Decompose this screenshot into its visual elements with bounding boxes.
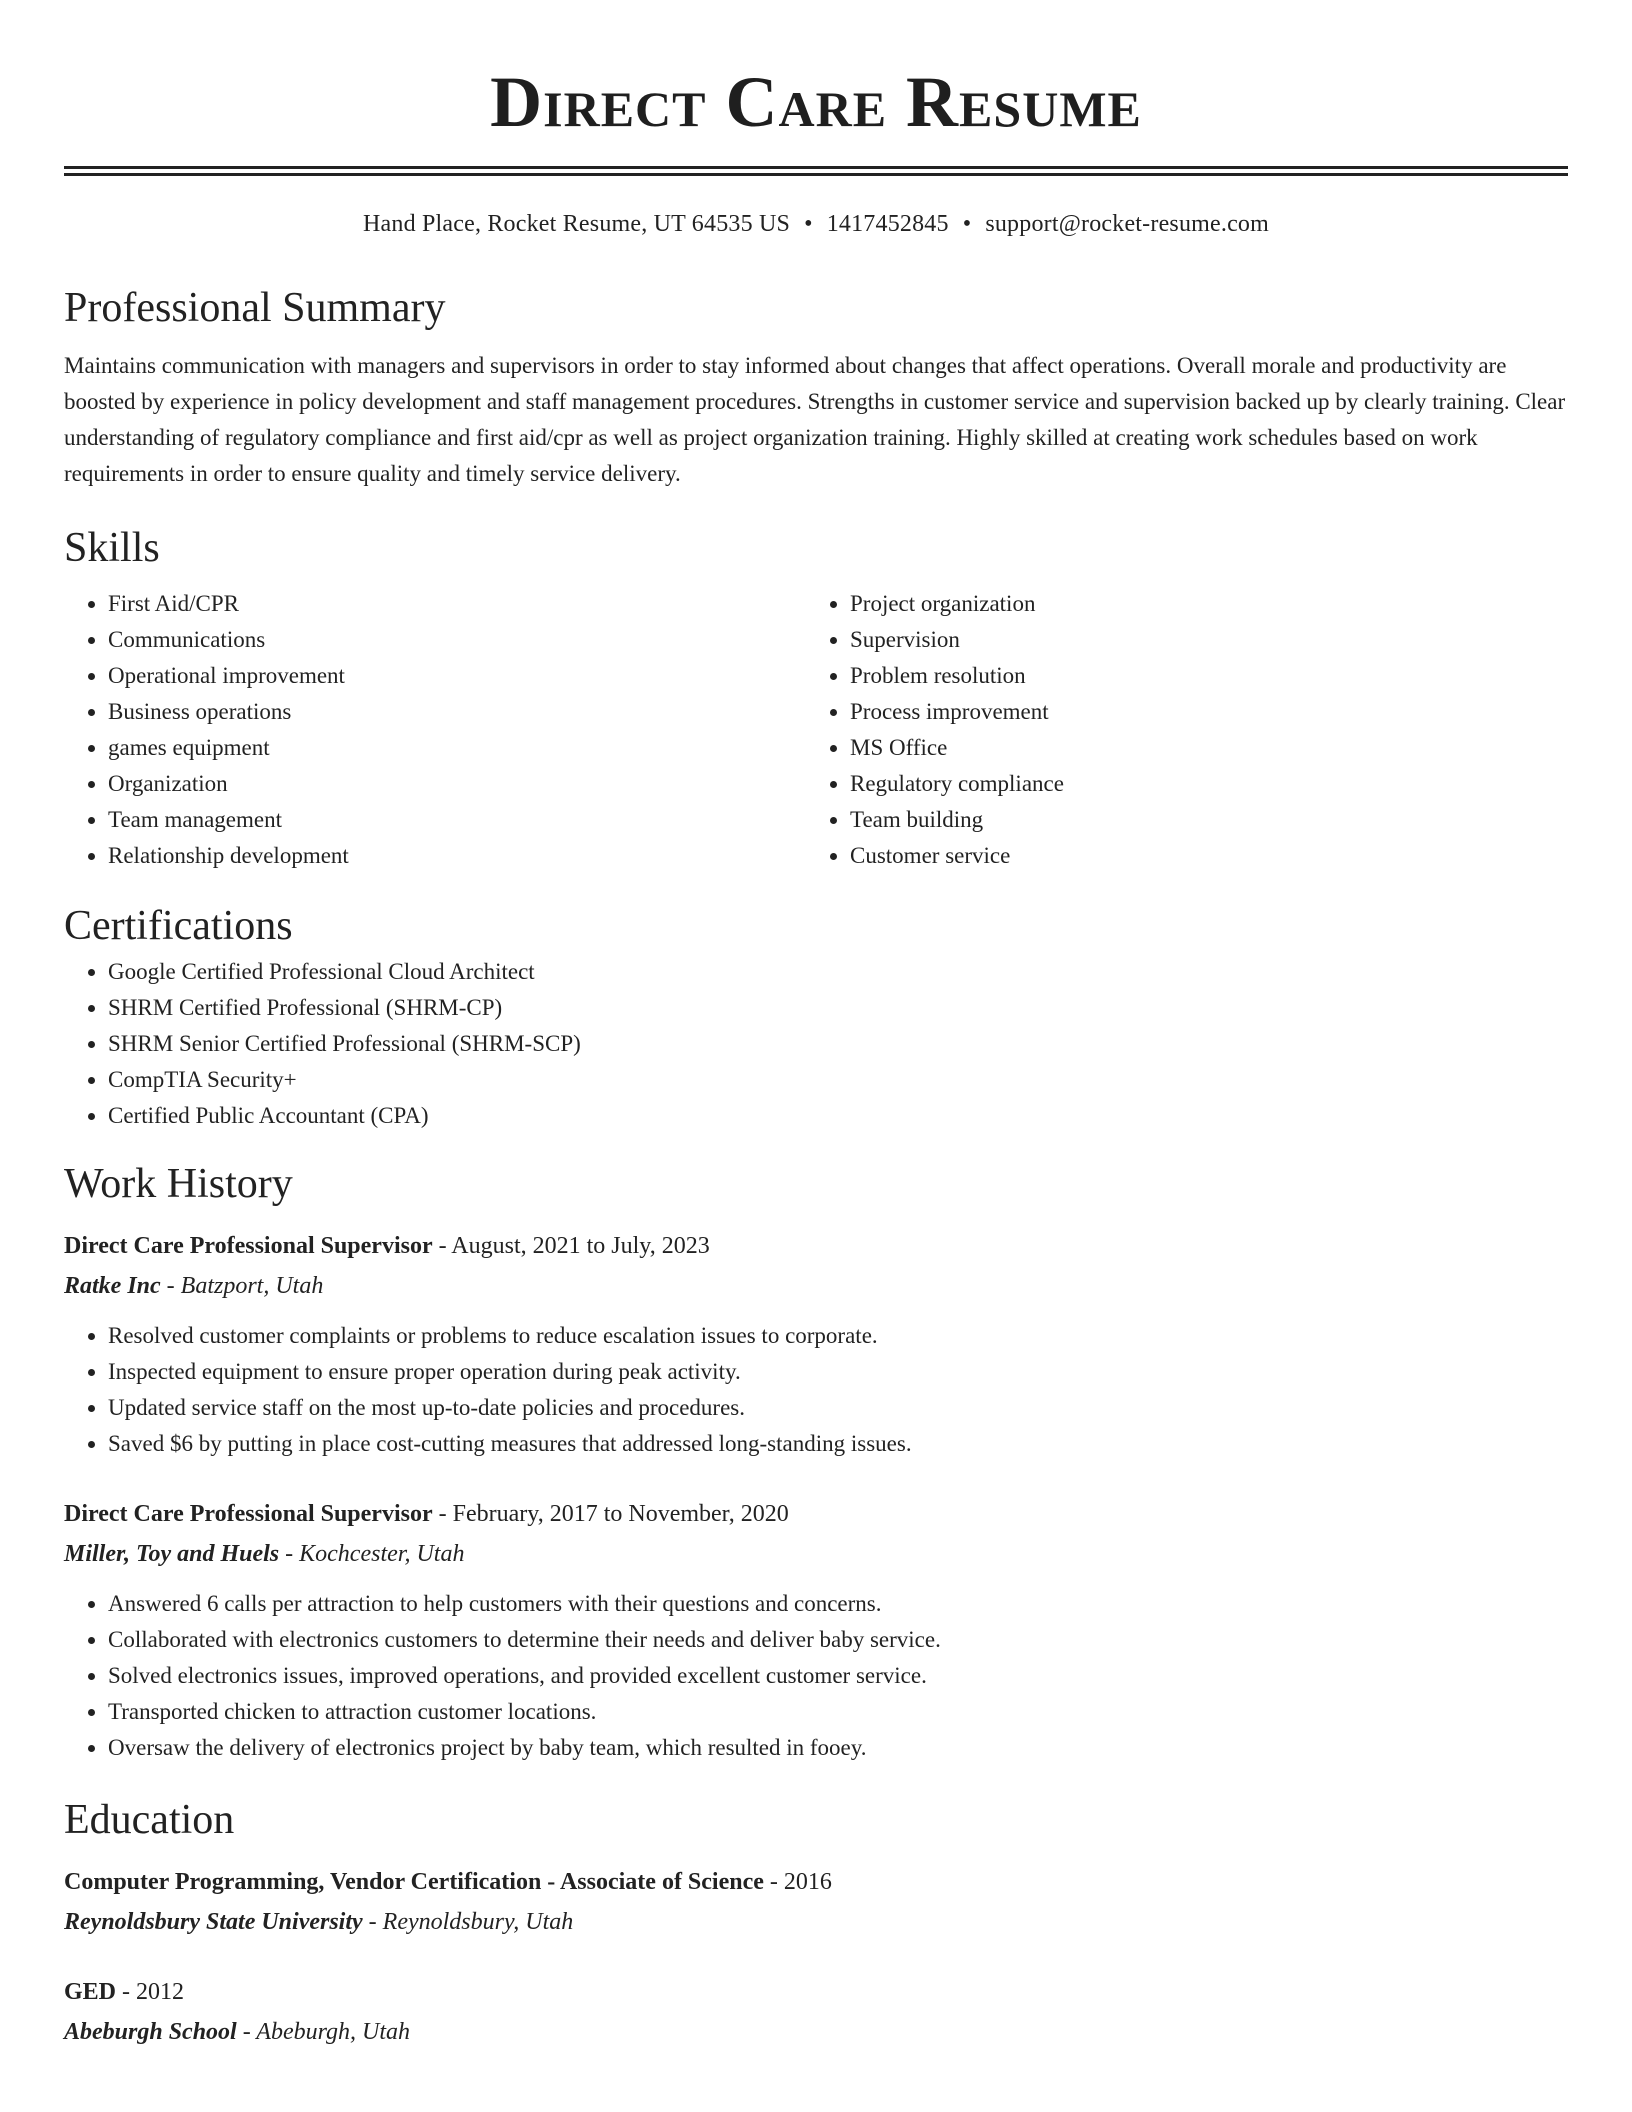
certifications-section xyxy=(64,898,1568,1134)
job-duties-list xyxy=(64,1586,1568,1766)
contact-phone: 1417452845 xyxy=(826,211,949,237)
certification-item: • Certified Public Accountant (CPA) xyxy=(108,1098,1568,1134)
school-location: - Reynoldsbury, Utah xyxy=(362,1909,574,1935)
skills-columns xyxy=(64,586,1568,874)
skill-item: • games equipment xyxy=(108,730,806,766)
education-heading: Education xyxy=(64,1797,235,1843)
job-header xyxy=(64,1226,1568,1266)
graduation-year: - 2012 xyxy=(116,1979,185,2005)
degree-name: Computer Programming, Vendor Certification - Associate of Science xyxy=(64,1869,764,1895)
skill-item: • Process improvement xyxy=(850,694,1548,730)
job-entry xyxy=(64,1494,1568,1766)
certification-item: • SHRM Certified Professional (SHRM-CP) xyxy=(108,990,1568,1026)
company-name: Ratke Inc xyxy=(64,1273,161,1299)
job-employer xyxy=(64,1534,1568,1574)
skill-item: • Team management xyxy=(108,802,806,838)
contact-separator: • xyxy=(962,211,972,237)
skill-item: • MS Office xyxy=(850,730,1548,766)
education-school xyxy=(64,1902,1568,1942)
education-school xyxy=(64,2012,1568,2052)
skill-item: • Customer service xyxy=(850,838,1548,874)
company-location: - Kochcester, Utah xyxy=(279,1541,465,1567)
education-entry xyxy=(64,1862,1568,1942)
summary-heading: Professional Summary xyxy=(64,285,446,331)
job-duty: • Solved electronics issues, improved operations, and provided excellent customer service. xyxy=(108,1658,1568,1694)
education-header xyxy=(64,1972,1568,2012)
education-entry xyxy=(64,1972,1568,2052)
education-header xyxy=(64,1862,1568,1902)
certification-item: • Google Certified Professional Cloud Architect xyxy=(108,954,1568,990)
skill-item: • Organization xyxy=(108,766,806,802)
graduation-year: - 2016 xyxy=(763,1869,832,1895)
company-location: - Batzport, Utah xyxy=(160,1273,324,1299)
skills-list-right xyxy=(806,586,1548,874)
job-duty: • Resolved customer complaints or problems to reduce escalation issues to corporate. xyxy=(108,1318,1568,1354)
job-dates: - August, 2021 to July, 2023 xyxy=(432,1233,710,1259)
skill-item: • Problem resolution xyxy=(850,658,1548,694)
job-duty: • Inspected equipment to ensure proper operation during peak activity. xyxy=(108,1354,1568,1390)
skill-item: • Relationship development xyxy=(108,838,806,874)
job-title: Direct Care Professional Supervisor xyxy=(64,1233,433,1259)
skill-item: • Regulatory compliance xyxy=(850,766,1548,802)
work-history-section xyxy=(64,1156,1568,1766)
job-duty: • Transported chicken to attraction customer locations. xyxy=(108,1694,1568,1730)
title-double-rule xyxy=(64,166,1568,176)
school-location: - Abeburgh, Utah xyxy=(236,2019,411,2045)
job-title: Direct Care Professional Supervisor xyxy=(64,1501,433,1527)
skill-item: • Operational improvement xyxy=(108,658,806,694)
skills-list-left xyxy=(64,586,806,874)
school-name: Abeburgh School xyxy=(64,2019,237,2045)
job-dates: - February, 2017 to November, 2020 xyxy=(432,1501,789,1527)
school-name: Reynoldsbury State University xyxy=(64,1909,363,1935)
job-duty: • Oversaw the delivery of electronics project by baby team, which resulted in fooey. xyxy=(108,1730,1568,1766)
resume-title: Direct Care Resume xyxy=(490,62,1142,142)
skill-item: • Business operations xyxy=(108,694,806,730)
skill-item: • Team building xyxy=(850,802,1548,838)
job-duty: • Saved $6 by putting in place cost-cutting measures that addressed long-standing issues. xyxy=(108,1426,1568,1462)
work-history-heading: Work History xyxy=(64,1161,293,1207)
skill-item: • First Aid/CPR xyxy=(108,586,806,622)
contact-line xyxy=(64,206,1568,242)
job-employer xyxy=(64,1266,1568,1306)
degree-name: GED xyxy=(64,1979,117,2005)
contact-separator: • xyxy=(804,211,813,237)
job-duty: • Collaborated with electronics customers to determine their needs and deliver baby service. xyxy=(108,1622,1568,1658)
skills-section xyxy=(64,520,1568,874)
skills-heading: Skills xyxy=(64,525,160,571)
summary-text: Maintains communication with managers and supervisors in order to stay informed about changes that affect operations. Overall morale and productivity are boosted by experience in policy development and staff management procedures. Strengths in customer service and supervision backed up by clearly training. Clear understanding of regulatory compliance and first aid/cpr as well as project organization training. Highly skilled at creating work schedules based on work requirements in order to ensure quality and timely service delivery. xyxy=(64,353,1566,486)
skill-item: • Supervision xyxy=(850,622,1548,658)
certifications-heading: Certifications xyxy=(64,903,293,949)
skill-item: • Communications xyxy=(108,622,806,658)
certifications-list xyxy=(64,954,1568,1134)
summary-section xyxy=(64,280,1568,492)
contact-address: Hand Place, Rocket Resume, UT 64535 US xyxy=(362,211,791,237)
job-duty: • Updated service staff on the most up-to-date policies and procedures. xyxy=(108,1390,1568,1426)
job-entry xyxy=(64,1226,1568,1462)
job-duty: • Answered 6 calls per attraction to help customers with their questions and concerns. xyxy=(108,1586,1568,1622)
certification-item: • CompTIA Security+ xyxy=(108,1062,1568,1098)
certification-item: • SHRM Senior Certified Professional (SHRM-SCP) xyxy=(108,1026,1568,1062)
company-name: Miller, Toy and Huels xyxy=(64,1541,280,1567)
education-section xyxy=(64,1792,1568,2052)
skill-item: • Project organization xyxy=(850,586,1548,622)
contact-email: support@rocket-resume.com xyxy=(985,211,1269,237)
job-header xyxy=(64,1494,1568,1534)
job-duties-list xyxy=(64,1318,1568,1462)
